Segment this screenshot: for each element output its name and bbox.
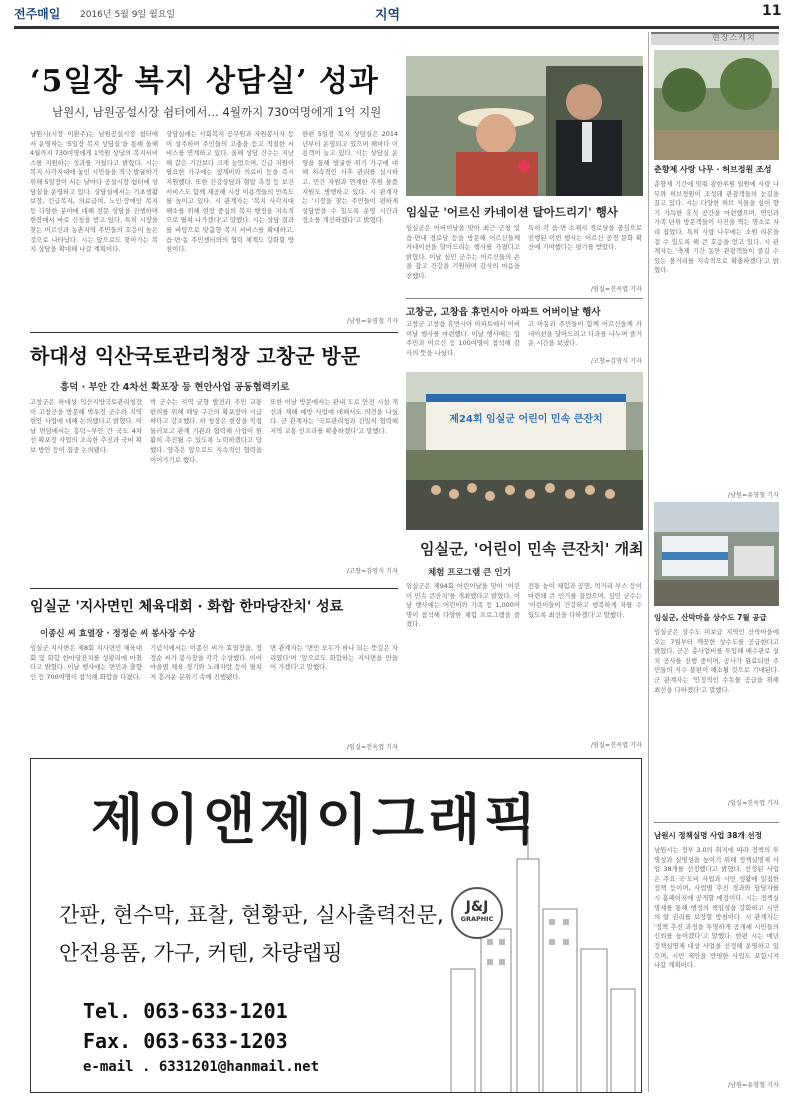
ad-logo-main: J&J [465,899,489,915]
caption-water-supply: 임실군, 산막마을 상수도 7월 공급 [654,613,767,622]
article-gochang-apt-col1: 고창군 고창읍 휴먼시아 아파트에서 어버이날 행사를 마련했다. 이날 행사에는 입주민과 어르신 등 100여명이 참석해 감사의 뜻을 나눴다. [406,320,520,357]
caption-children-festival: 임실군, '어린이 민속 큰잔치' 개최 [420,540,644,558]
subhead-gochang-visit: 흥덕 · 부안 간 4차선 확포장 등 현안사업 공동협력키로 [60,382,290,393]
article-jisa-sports-col2: 기념식에서는 이종신 씨가 효열장을, 정정순 씨가 봉사장을 각각 수상했다. 이어 마을별 체육 경기와 노래자랑 등이 펼쳐져 흥겨운 분위기 속에 진행됐다. [150,644,262,681]
subcaption-children-festival: 체험 프로그램 큰 인기 [428,568,511,578]
ad-logo [451,887,503,939]
divider [406,298,643,299]
article-gochang-apt-col2: 고 아동과 주민들이 함께 어르신들께 카네이션을 달아드리고 다과를 나누며 즐거운 시간을 보냈다. [528,320,642,348]
advertisement [30,758,642,1093]
headline-gochang-visit: 하대성 익산국토관리청장 고창군 방문 [30,344,361,368]
newspaper-name: 전주매일 [14,7,61,21]
article-gochang-visit-col3: 또한 이날 방문에서는 관내 도로 안전 시설 개선과 재해 예방 사업에 대해서도 의견을 나눴다. 군 관계자는 '국토관리청과 긴밀히 협력해 지역 교통 인프라를 확충하겠다'고 말했다. [270,398,398,435]
issue-date: 2016년 5월 9일 월요일 [80,10,176,20]
headline-policy-names: 남원시 정책실명 사업 38개 선정 [654,831,762,840]
ad-services-line1: 간판, 현수막, 표찰, 현황판, 실사출력전문, [59,903,444,927]
subhead-jisa-sports: 이종신 씨 효열장 · 정정순 씨 봉사장 수상 [40,629,196,639]
article-policy-names: 남원시는 정부 3.0의 취지에 따라 정책의 투명성과 실명성을 높이기 위해 정책실명제 사업 38개를 선정했다고 밝혔다. 선정된 사업은 주요 국·도비 사업과 시민 생활에 밀접한 정책 등이며, 사업별 추진 경과와 담당자를 시 홈페이지에 공개할 예정이다. 시는 정책실명제를 통해 행정의 책임성을 강화하고 시민의 알 권리를 보장할 방침이다. 시 관계자는 '정책 추진 과정을 투명하게 공개해 시민들의 신뢰를 높이겠다'고 말했다. 한편 시는 매년 정책실명제 대상 사업을 선정해 운영하고 있으며, 시민 제안을 반영한 사업도 포함시켜 나갈 계획이다. [654,846,779,970]
article-carnation-col2: 특히 각 읍·면 소재지 경로당을 중심으로 진행된 이번 행사는 어르신 공경 문화 확산에 기여했다는 평가를 받았다. [528,224,642,252]
article-jisa-sports-col1: 임실군 지사면은 제8회 지사면민 체육대회 및 화합 한마당잔치를 성황리에 마쳤다고 밝혔다. 이날 행사에는 면민과 출향인 등 700여명이 참석해 화합을 다졌다. [30,644,142,681]
festival-banner: 제24회 임실군 어린이 민속 큰잔치 [449,414,603,425]
credit-welfare: /남원=유영철 기자 [346,318,398,325]
article-children-festival-col1: 임실군은 제94회 어린이날을 맞아 '어린이 민속 큰잔치'를 개최했다고 밝혔다. 이날 행사에는 어린이와 가족 등 1,000여명이 참석해 다양한 체험 프로그램을 즐겼다. [406,582,520,629]
article-gochang-visit-col2: 박 군수는 지역 균형 발전과 주민 교통 편의를 위해 해당 구간의 확포장이 시급하다고 강조했다. 하 청장은 현장을 직접 둘러보고 관계 기관과 협력해 사업이 원활히 추진될 수 있도록 노력하겠다고 답했다. 양측은 앞으로도 지속적인 협력을 이어가기로 했다. [150,398,262,464]
article-welfare-col1: 남원시(시장 이환주)는 남원공설시장 쉼터에서 운영하는 '5일장 복지 상담실'을 통해 올해 4월까지 730여명에게 1억원 상당의 복지서비스를 지원하는 성과를 거뒀다고 밝혔다. 시는 복지 사각지대에 놓인 시민들을 적극 발굴하기 위해 5일장이 서는 날마다 공설시장 쉼터에 상담실을 운영하고 있다. 상담실에서는 기초생활보장, 긴급복지, 의료급여, 노인·장애인 복지 등 다양한 분야에 대해 전문 상담을 진행하며 현장에서 바로 신청을 받고 있다. 특히 시장을 찾는 어르신과 농촌지역 주민들의 호응이 높은 것으로 나타났다. 시는 앞으로도 찾아가는 복지 상담을 확대해 나갈 계획이다. [30,130,158,254]
ad-telephone: Tel. 063-633-1201 [83,999,288,1023]
divider [30,332,398,333]
photo-carnation [406,56,643,196]
sidebar-tag: 현장스케치 [712,33,756,42]
credit-children-festival: /임실=진옥엽 기자 [590,742,642,749]
article-jisa-sports-col3: 면 관계자는 '면민 모두가 하나 되는 뜻깊은 자리였다'며 '앞으로도 화합하는 지사면을 만들어 가겠다'고 말했다. [270,644,398,672]
caption-carnation: 임실군 '어르신 카네이션 달아드리기' 행사 [406,205,618,219]
ad-fax: Fax. 063-633-1203 [83,1029,288,1053]
article-children-festival-col2: 전통 놀이 체험과 공연, 먹거리 부스 등이 마련돼 큰 인기를 끌었으며, 심민 군수는 '어린이들이 건강하고 행복하게 자랄 수 있도록 최선을 다하겠다'고 말했다. [528,582,642,619]
subhead-welfare: 남원시, 남원공설시장 쉼터에서… 4월까지 730여명에게 1억 지원 [52,105,382,119]
ad-skyline-illustration [431,819,641,1093]
photo-love-tree [654,50,779,160]
column-divider [648,32,649,1092]
article-gochang-visit-col1: 고창군은 하대성 익산지방국토관리청장이 고창군을 방문해 박우정 군수와 지역 현안 사업에 대해 논의했다고 밝혔다. 이날 면담에서는 흥덕~부안 간 국도 4차선 확포장 사업의 조속한 추진과 국비 확보 방안 등이 집중 논의됐다. [30,398,142,454]
article-water-supply: 임실군은 상수도 미보급 지역인 산막마을에 오는 7월부터 깨끗한 상수도를 공급한다고 밝혔다. 군은 총사업비를 투입해 배수관로 설치 공사를 진행 중이며, 공사가 완료되면 주민들의 식수 불편이 해소될 것으로 기대된다. 군 관계자는 '안정적인 수돗물 공급을 위해 최선을 다하겠다'고 말했다. [654,628,779,694]
ad-email: e-mail . 6331201@hanmail.net [83,1059,320,1075]
ad-company-name: 제이앤제이그래픽 [91,788,541,851]
header-rule [14,26,779,29]
headline-gochang-apt: 고창군, 고창읍 휴먼시아 아파트 어버이날 행사 [406,307,601,318]
credit-gochang-apt: /고창=김영식 기자 [590,358,642,365]
ad-logo-sub: GRAPHIC [460,915,494,923]
page-number: 11 [762,3,782,19]
credit-love-tree: /남원=유영철 기자 [727,492,779,499]
credit-water-supply: /임실=진옥엽 기자 [727,800,779,807]
article-love-tree: 춘향제 기간에 맞춰 광한루원 일원에 사랑 나무와 허브정원이 조성돼 관광객들의 눈길을 끌고 있다. 시는 다양한 허브 식물을 심어 향기 가득한 휴식 공간을 마련했으며, 연인과 가족 단위 방문객들이 사진을 찍는 명소로 자리 잡았다. 특히 사랑 나무에는 소원 리본을 걸 수 있도록 해 큰 호응을 얻고 있다. 시 관계자는 '축제 기간 동안 관광객들이 즐길 수 있는 볼거리를 지속적으로 확충하겠다'고 밝혔다. [654,180,779,275]
article-welfare-col2: 상담실에는 사회복지 공무원과 자원봉사자 등이 상주하며 주민들의 고충을 듣고 적절한 서비스를 연계하고 있다. 올해 상담 건수는 지난해 같은 기간보다 크게 늘었으며, 긴급 지원이 필요한 가구에는 생계비와 의료비 등을 즉시 지원했다. 또한 건강상담과 혈압 측정 등 보건 서비스도 함께 제공해 시장 이용객들의 만족도를 높이고 있다. 시 관계자는 '복지 사각지대 해소를 위해 현장 중심의 복지 행정을 지속적으로 펼쳐 나가겠다'고 말했다. 시는 상담 결과를 바탕으로 맞춤형 복지 서비스를 확대하고, 읍·면·동 주민센터와의 협력 체계도 강화할 방침이다. [166,130,294,254]
credit-carnation: /임실=진옥엽 기자 [590,286,642,293]
article-welfare-col3: 한편 5일장 복지 상담실은 2014년부터 운영되고 있으며 해마다 이용객이 늘고 있다. 시는 상담실 운영을 통해 발굴한 위기 가구에 대해 지속적인 사후 관리를 실시하고, 민간 자원과 연계한 후원 물품 지원도 병행하고 있다. 시 관계자는 '시장을 찾는 주민들이 편하게 상담받을 수 있도록 운영 시간과 장소를 개선하겠다'고 밝혔다. [302,130,398,225]
section-title: 지역 [375,8,401,23]
divider [654,822,779,823]
headline-welfare: ‘5일장 복지 상담실’ 성과 [30,64,379,99]
credit-policy-names: /남원=유영철 기자 [727,1082,779,1089]
divider [30,588,398,589]
ad-services-line2: 안전용품, 가구, 커텐, 차량랩핑 [59,941,343,965]
caption-love-tree: 춘향제 사랑 나무 · 허브정원 조성 [654,165,772,174]
article-carnation-col1: 임실군은 어버이날을 맞아 최근 군청 및 읍·면내 경로당 등을 방문해 어르신들께 카네이션을 달아드리는 행사를 가졌다고 밝혔다. 이날 심민 군수는 어르신들의 손을 잡고 건강을 기원하며 감사의 마음을 전했다. [406,224,520,280]
credit-gochang-visit: /고창=김영식 기자 [346,568,398,575]
photo-water-supply [654,502,779,606]
photo-children-festival [406,372,643,530]
headline-jisa-sports: 임실군 '지사면민 체육대회 · 화합 한마당잔치' 성료 [30,599,344,615]
credit-jisa-sports: /임실=진옥엽 기자 [346,744,398,751]
